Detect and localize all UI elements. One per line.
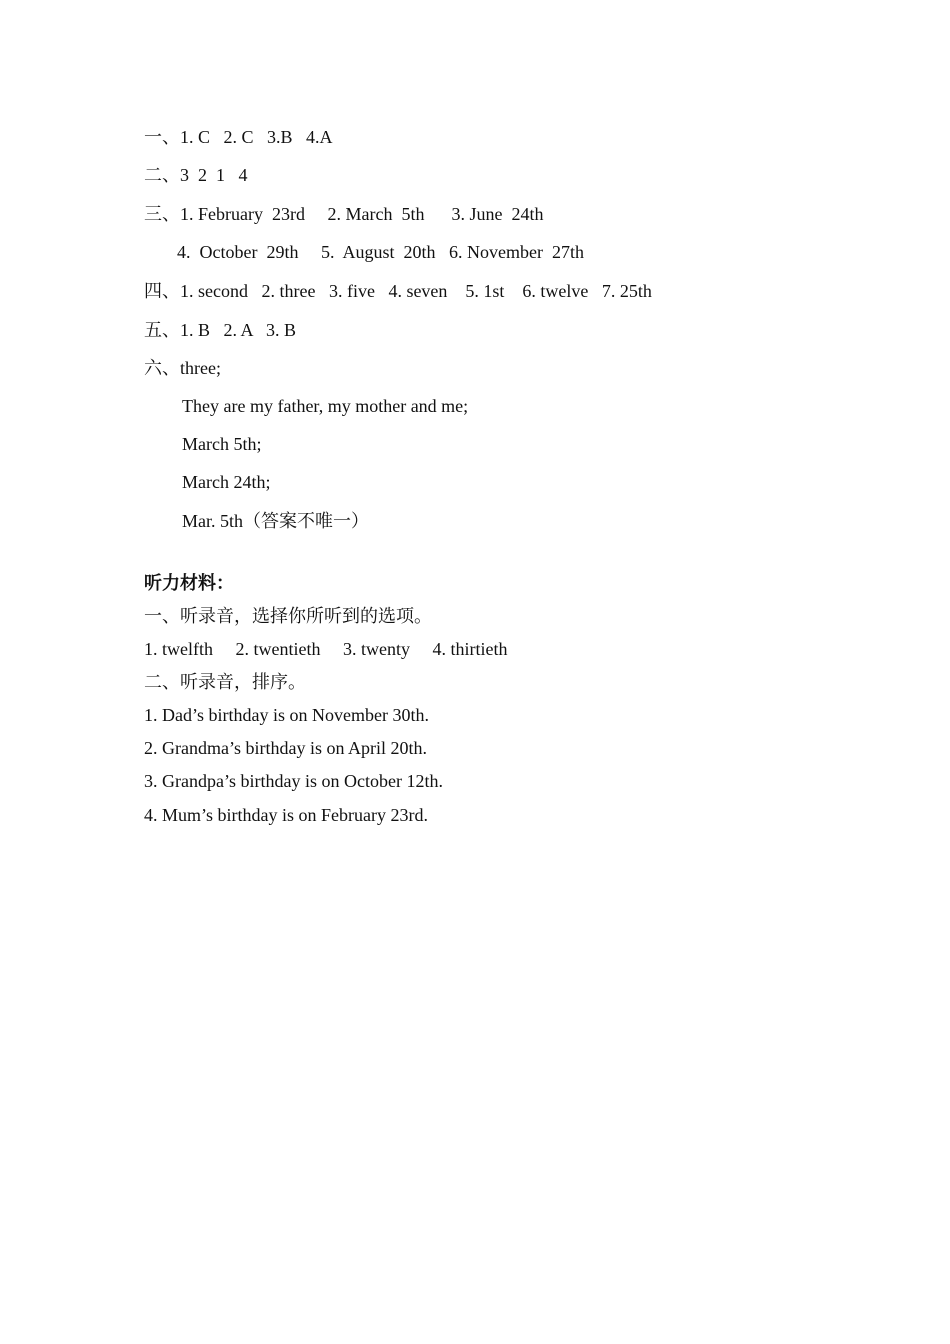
answer-section-4: 四、1. second 2. three 3. five 4. seven 5. 1st 6. twelve 7. 25th bbox=[144, 281, 652, 301]
answer-section-6: 六、three; bbox=[144, 358, 221, 378]
listening-part-2-title: 二、听录音，排序。 bbox=[144, 672, 306, 692]
answer-section-1: 一、1. C 2. C 3.B 4.A bbox=[144, 127, 333, 147]
answer-section-6-line-4: March 24th; bbox=[182, 472, 271, 492]
answer-section-3-row-2: 4. October 29th 5. August 20th 6. November 27th bbox=[177, 242, 584, 262]
answer-section-6-line-5: Mar. 5th（答案不唯一） bbox=[182, 511, 369, 531]
listening-sentence: 3. Grandpa’s birthday is on October 12th. bbox=[144, 771, 443, 791]
listening-sentence: 4. Mum’s birthday is on February 23rd. bbox=[144, 805, 428, 825]
answer-section-6-line-2: They are my father, my mother and me; bbox=[182, 396, 469, 416]
listening-sentence: 1. Dad’s birthday is on November 30th. bbox=[144, 705, 429, 725]
listening-sentence: 2. Grandma’s birthday is on April 20th. bbox=[144, 738, 427, 758]
answer-section-5: 五、1. B 2. A 3. B bbox=[144, 320, 297, 340]
listening-part-1-items: 1. twelfth 2. twentieth 3. twenty 4. thirtieth bbox=[144, 639, 508, 659]
answer-section-3-row-1: 三、1. February 23rd 2. March 5th 3. June 24th bbox=[144, 204, 544, 224]
answer-section-6-line-3: March 5th; bbox=[182, 434, 262, 454]
answer-section-2: 二、3 2 1 4 bbox=[144, 165, 248, 185]
listening-heading: 听力材料： bbox=[144, 573, 234, 593]
listening-part-1-title: 一、听录音，选择你所听到的选项。 bbox=[144, 606, 432, 626]
